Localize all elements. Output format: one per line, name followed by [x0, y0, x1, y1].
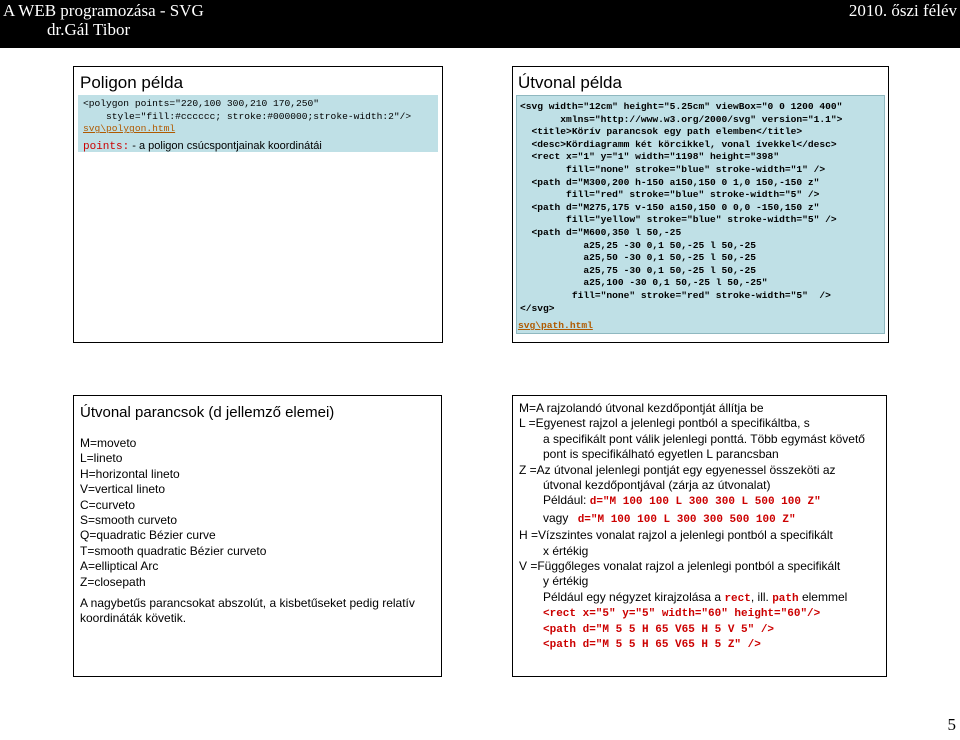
- author-name: dr.Gál Tibor: [47, 20, 131, 39]
- command-item: Q=quadratic Bézier curve: [80, 528, 216, 543]
- square-example-intro: [519, 590, 880, 607]
- square-text: , ill.: [750, 589, 769, 604]
- command-item: S=smooth curveto: [80, 513, 178, 528]
- example-label: Például:: [543, 493, 587, 508]
- command-item: T=smooth quadratic Bézier curveto: [80, 543, 267, 558]
- semester-label: 2010. őszi félév: [848, 1, 957, 20]
- example-code: d="M 100 100 L 300 300 500 100 Z": [577, 513, 796, 526]
- l-command-desc: L =Egyenest rajzol a jelenlegi pontból a specifikáltba, s: [519, 416, 810, 431]
- path-code: <path d="M 5 5 H 65 V65 H 5 Z" />: [543, 639, 761, 652]
- svg-path-code: <svg width="12cm" height="5.25cm" viewBox="0 0 1200 400" xmlns="http://www.w3.org/2000/svg" version="1.1"> <title>Körív parancsok egy path elemben</title> <desc>Kördiagramm két körcikkel, vonal ívekkel</desc> <rect x="1" y="1" width="1198" height="398" fill="none" stroke="blue" stroke-width="1" /> <path d="M300,200 h-150 a150,150 0 1,0 150,-150 z" fill="red" stroke="blue" stroke-width="5" /> <path d="M275,175 v-150 a150,150 0 0,0 -150,150 z" fill="yellow" stroke="blue" stroke-width="5" /> <path d="M600,350 l 50,-25 a25,25 -30 0,1 50,-25 l 50,-25 a25,50 -30 0,1 50,-25 l 50,-25 a25,75 -30 0,1 50,-25 l 50,-25 a25,100 -30 0,1 50,-25 l 50,-25" fill="none" stroke="red" stroke-width="5" /> </svg>: [520, 101, 843, 314]
- example-code: d="M 100 100 L 300 300 L 500 100 Z": [589, 496, 821, 509]
- h-command-desc: x értékig: [543, 543, 589, 558]
- h-command-desc: H =Vízszintes vonalat rajzol a jelenlegi pontból a specifikált: [519, 528, 833, 543]
- case-note-line: A nagybetűs parancsokat abszolút, a kisbetűseket pedig relatív: [80, 596, 415, 611]
- l-command-desc: a specifikált pont válik jelenlegi ponttá. Több egymást követő: [543, 431, 865, 446]
- command-item: L=lineto: [80, 451, 123, 466]
- slide-title: Útvonal példa: [518, 73, 622, 92]
- path-html-link[interactable]: svg\path.html: [518, 320, 593, 331]
- code-line: <polygon points="220,100 300,210 170,250": [83, 98, 320, 109]
- command-item: A=elliptical Arc: [80, 559, 159, 574]
- case-note-line: koordináták követik.: [80, 611, 187, 626]
- square-text: Például egy négyzet kirajzolása a: [543, 589, 722, 604]
- slide-polygon-example: [73, 66, 443, 343]
- code-line: style="fill:#cccccc; stroke:#000000;stroke-width:2"/>: [83, 110, 412, 122]
- rect-code: <rect x="5" y="5" width="60" height="60"/>: [543, 608, 821, 621]
- points-keyword: points:: [83, 140, 130, 153]
- points-text: - a poligon csúcspontjainak koordinátái: [132, 139, 322, 152]
- page-number: 5: [947, 715, 956, 734]
- command-item: H=horizontal lineto: [80, 466, 180, 481]
- command-list: [80, 436, 435, 590]
- slide-title: Útvonal parancsok (d jellemző elemei): [80, 404, 335, 421]
- command-item: Z=closepath: [80, 574, 146, 589]
- example-line-1: [519, 493, 880, 510]
- m-command-desc: M=A rajzolandó útvonal kezdőpontját állítja be: [519, 401, 764, 415]
- v-command-desc: V =Függőleges vonalat rajzol a jelenlegi pontból a specifikált: [519, 559, 841, 574]
- header-banner: [0, 0, 960, 48]
- slide-path-example: [512, 66, 889, 343]
- command-item: V=vertical lineto: [80, 482, 166, 497]
- l-command-desc: pont is specifikálható egyetlen L parancsban: [543, 447, 779, 462]
- path-code: <path d="M 5 5 H 65 V65 H 5 V 5" />: [543, 623, 775, 636]
- code-block: [516, 95, 885, 334]
- z-command-desc: Z =Az útvonal jelenlegi pontját egy egyenessel összeköti az: [519, 462, 836, 477]
- slide-title: Poligon példa: [80, 73, 184, 92]
- polygon-html-link[interactable]: svg\polygon.html: [83, 123, 176, 135]
- square-text: elemmel: [801, 589, 848, 604]
- v-command-desc: y értékig: [543, 574, 589, 589]
- presentation-title: A WEB programozása - SVG: [3, 1, 204, 20]
- or-label: vagy: [543, 510, 569, 525]
- rect-keyword: rect: [724, 592, 751, 605]
- example-line-2: [519, 511, 880, 528]
- path-keyword: path: [772, 592, 799, 605]
- slide-command-details: [512, 395, 887, 677]
- slide-path-commands: [73, 395, 442, 677]
- case-note: [80, 596, 435, 627]
- command-item: M=moveto: [80, 436, 137, 450]
- command-item: C=curveto: [80, 497, 136, 512]
- z-command-desc: útvonal kezdőpontjával (zárja az útvonalat): [543, 478, 771, 493]
- points-description: [83, 139, 438, 154]
- code-block: [78, 95, 438, 152]
